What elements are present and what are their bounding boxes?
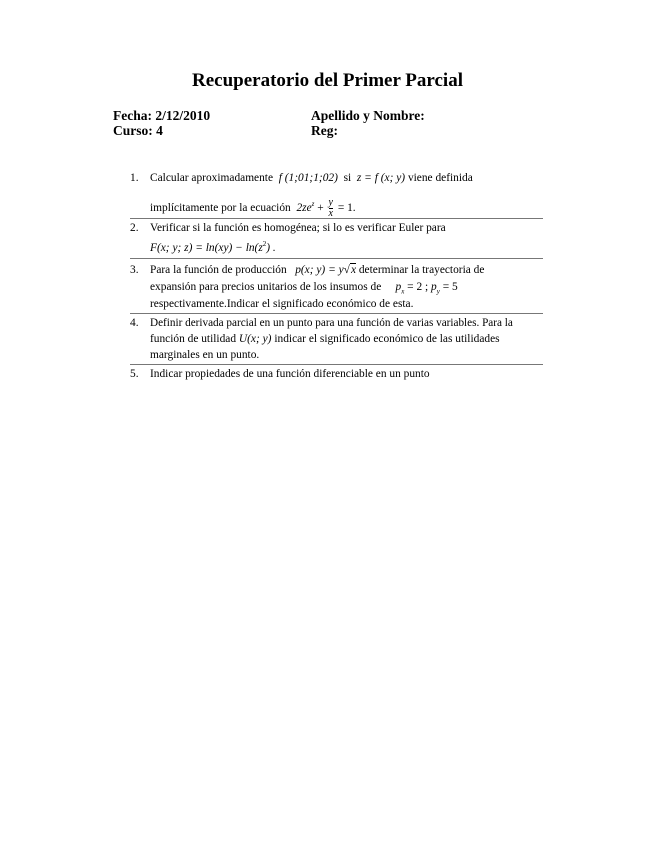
math-subscript: y xyxy=(436,287,440,296)
question-number: 2. xyxy=(130,222,139,234)
math-exponent: z xyxy=(311,200,315,208)
math-expression: U(x; y) xyxy=(238,332,272,345)
question-1 xyxy=(130,170,543,219)
math-expression: F(x; y; z) = ln(xy) − ln(z xyxy=(150,241,263,254)
question-text: si xyxy=(343,172,352,184)
math-expression: = 1. xyxy=(337,201,356,214)
question-text: Definir derivada parcial en un punto para una función de varias variables. Para la xyxy=(150,316,513,329)
fecha-label: Fecha: 2/12/2010 xyxy=(113,108,211,123)
question-text: implícitamente por la ecuación xyxy=(150,201,291,214)
math-expression: p(x; y) = y xyxy=(295,263,344,276)
math-expression: 2ze xyxy=(296,201,312,214)
math-expression: ) . xyxy=(266,241,276,254)
math-sqrt: x xyxy=(350,263,356,276)
reg-label: Reg: xyxy=(311,123,338,138)
curso-label: Curso: 4 xyxy=(113,123,163,138)
apellido-nombre-label: Apellido y Nombre: xyxy=(311,108,425,123)
question-text: respectivamente.Indicar el significado económico de esta. xyxy=(150,297,414,310)
math-exponent: 2 xyxy=(262,240,267,248)
question-text: Calcular aproximadamente xyxy=(150,172,274,184)
math-expression: p xyxy=(395,280,402,293)
question-text: determinar la trayectoria de xyxy=(358,263,485,276)
question-text: marginales en un punto. xyxy=(150,348,260,361)
question-number: 5. xyxy=(130,367,139,380)
math-expression: p xyxy=(431,280,437,293)
math-operator: + xyxy=(317,201,324,214)
question-text: indicar el significado económico de las utilidades xyxy=(274,332,500,345)
question-5 xyxy=(130,365,543,382)
question-4 xyxy=(130,314,543,365)
math-expression: = 5 xyxy=(442,280,458,293)
question-list xyxy=(130,170,543,382)
fraction-denominator: x xyxy=(328,207,333,219)
question-text: Para la función de producción xyxy=(150,263,287,276)
question-3: 3. Para la función de producción p(x; y) = y√x determinar la trayectoria de expansión para precios unitarios de los insumos de $p_x = 2$ ; $p_y = 5$ respectivamente.Indicar el significado económico de esta. xyxy=(130,259,543,314)
math-expression: f (1;01;1;02) xyxy=(278,172,338,184)
math-separator: ; xyxy=(425,280,429,293)
question-text: viene definida xyxy=(407,172,473,184)
question-text: expansión para precios unitarios de los insumos de xyxy=(150,280,382,293)
question-number: 3. xyxy=(130,263,139,276)
fraction-numerator: y xyxy=(328,196,333,208)
question-text: Verificar si la función es homogénea; si lo es verificar Euler para xyxy=(150,222,446,234)
math-expression: z = f (x; y) xyxy=(356,172,406,184)
page-title: Recuperatorio del Primer Parcial xyxy=(191,70,463,91)
question-text: función de utilidad xyxy=(150,332,237,345)
question-number: 4. xyxy=(130,316,139,329)
math-fraction xyxy=(329,198,333,219)
question-2 xyxy=(130,219,543,259)
math-subscript: x xyxy=(401,287,405,296)
math-expression: = 2 xyxy=(407,280,423,293)
question-text: Indicar propiedades de una función diferenciable en un punto xyxy=(150,367,430,380)
question-number: 1. xyxy=(130,172,139,184)
